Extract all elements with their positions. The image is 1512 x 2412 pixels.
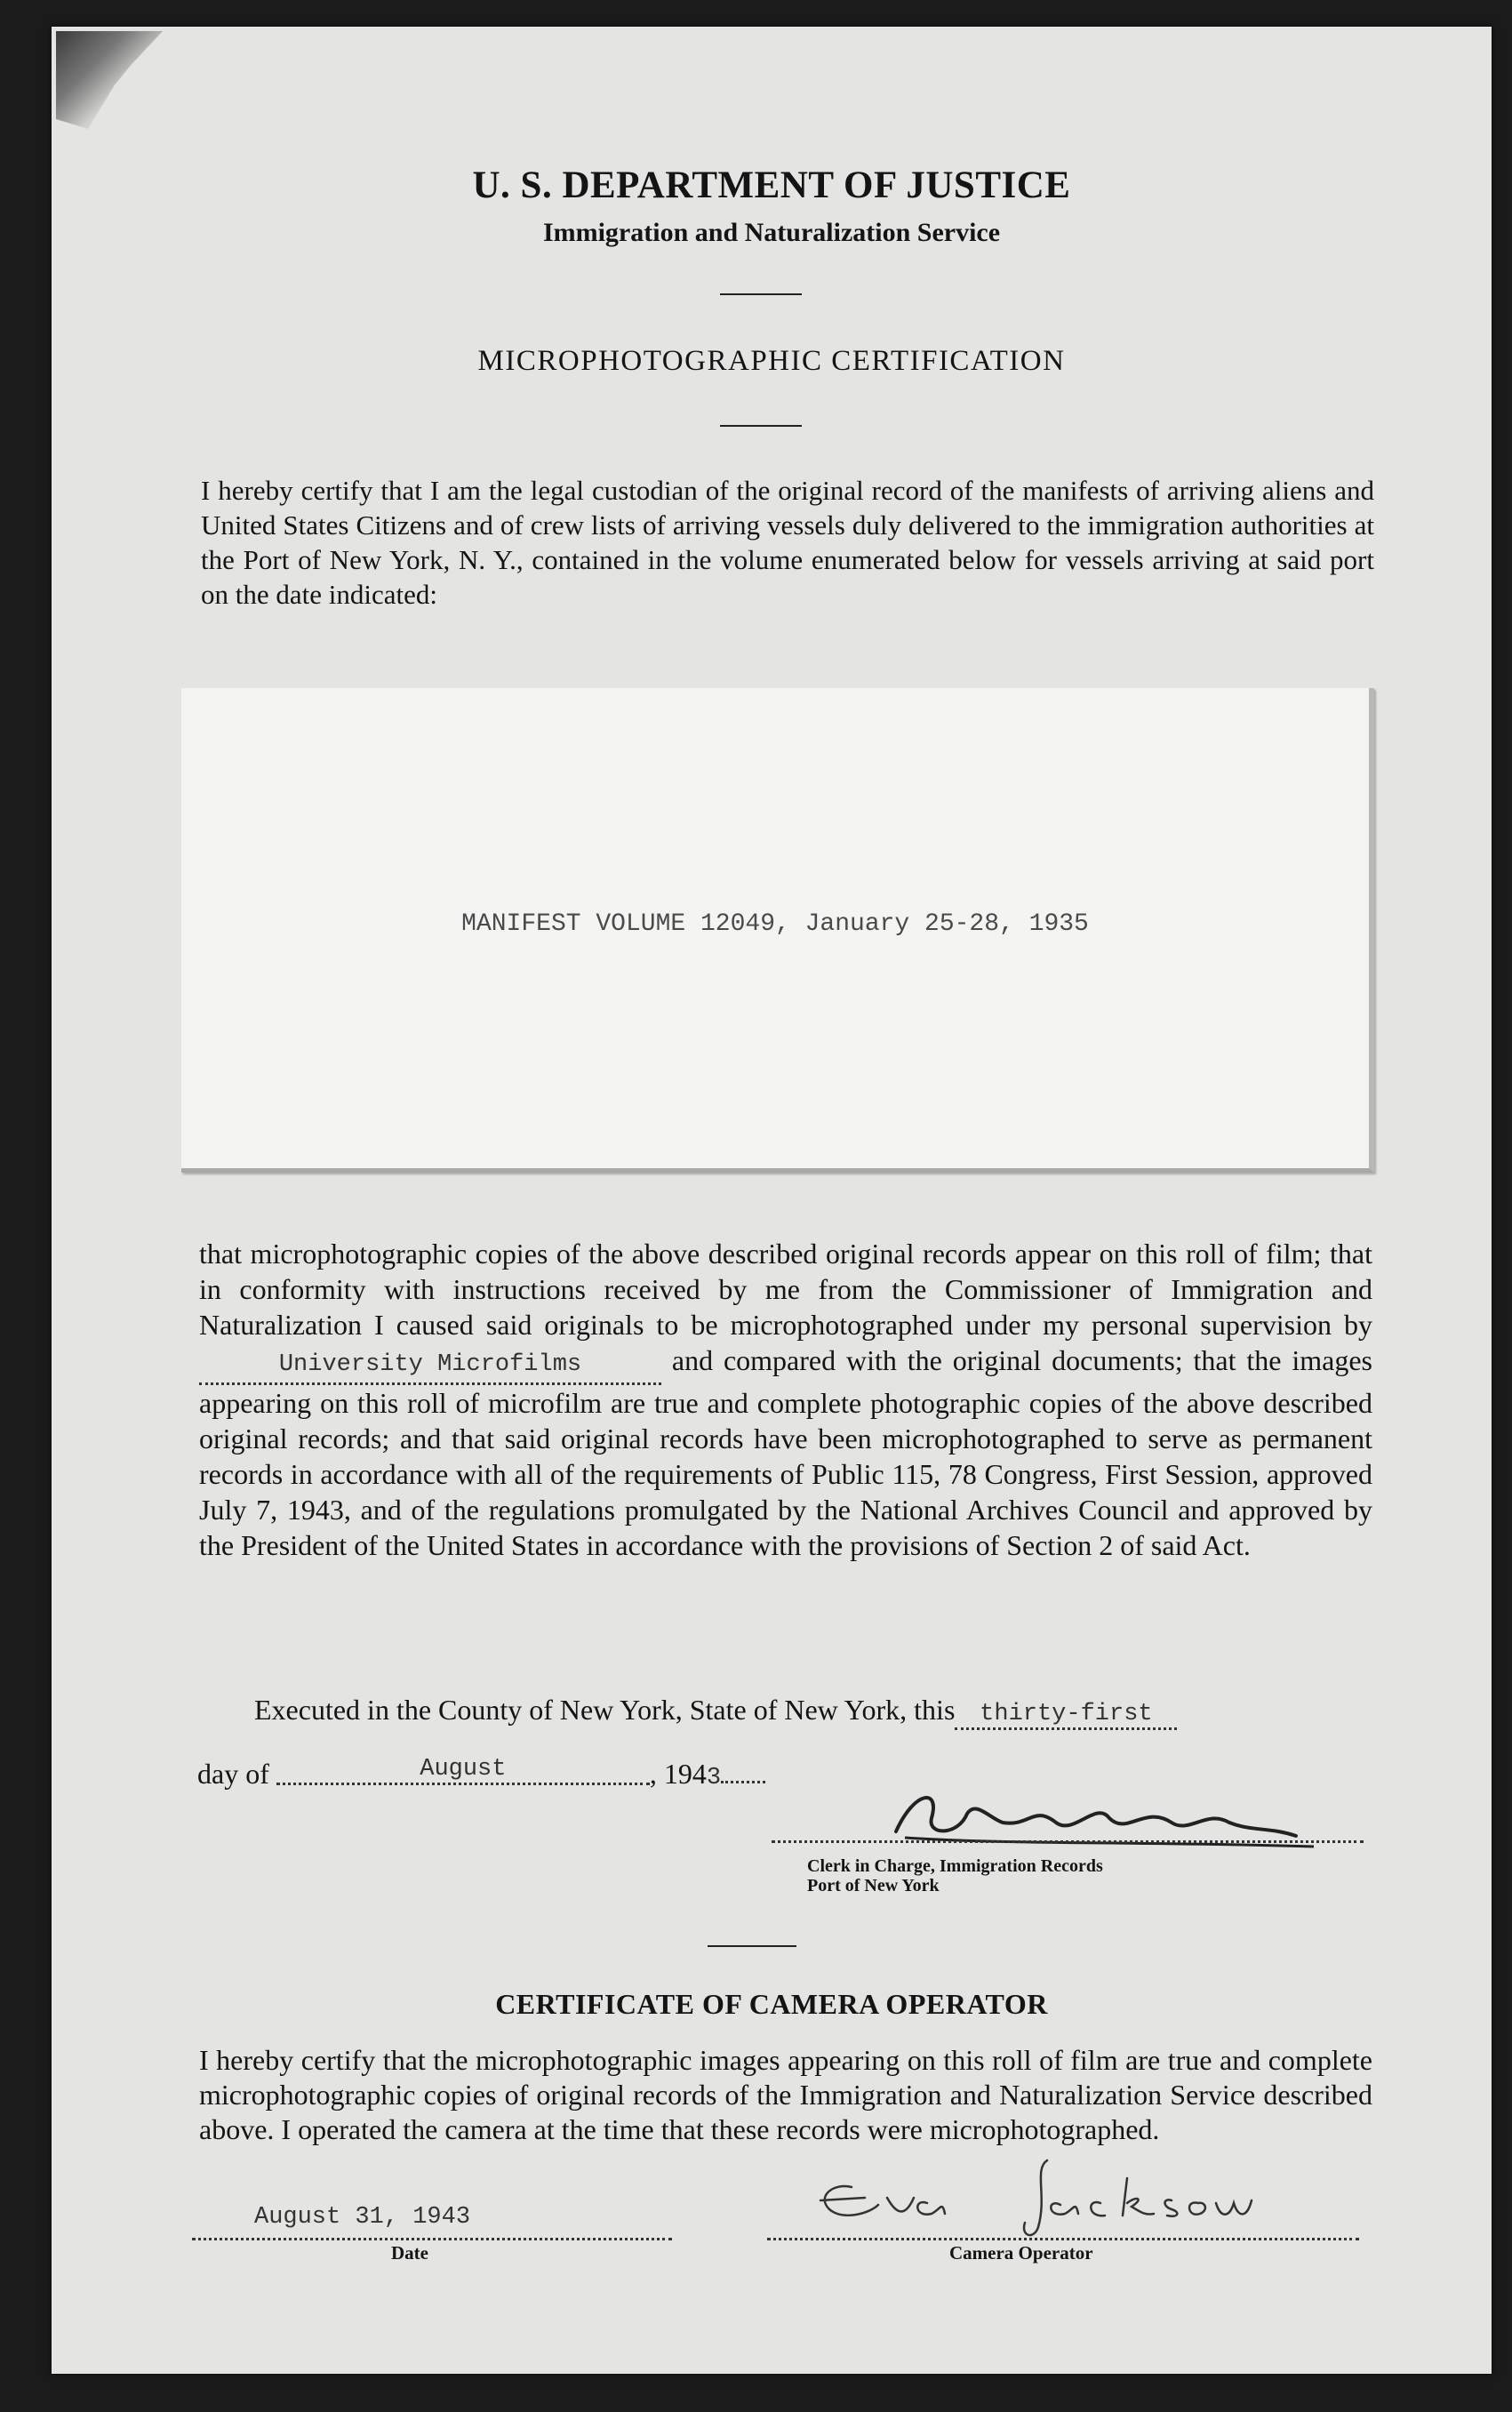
year-prefix: , 194 <box>649 1758 707 1790</box>
intro-paragraph: I hereby certify that I am the legal custodian of the original record of the manifests of arriving aliens and United States Citizens and of crew lists of arriving vessels duly delivered to the immigration authorities at the Port of New York, N. Y., contained in the volume enumerated below for vessels arriving at said port on the date indicated: <box>201 475 1374 610</box>
execution-prefix: Executed in the County of New York, State of New York, this <box>254 1694 956 1726</box>
photographer-field: University Microfilms <box>199 1347 661 1385</box>
body-text-part2: and compared with the original documents; that the images appearing on this roll of microfilm are true and complete photographic copies of the above described original records; and that said original records have been microphotographed to serve as permanent records in accordance with all of the requirements of Public 115, 78 Congress, First Session, approved July 7, 1943, and of the regulations promulgated by the National Archives Council and approved by the President of the United States in accordance with the provisions of Section 2 of said Act. <box>199 1344 1372 1561</box>
clerk-signature <box>878 1783 1323 1854</box>
month-field: August <box>276 1756 650 1785</box>
year-digit: 3 <box>706 1765 722 1791</box>
camera-operator-signature-line <box>767 2202 1359 2240</box>
execution-day-field: thirty-first <box>955 1701 1177 1730</box>
department-title: U. S. DEPARTMENT OF JUSTICE <box>472 164 1071 206</box>
manifest-volume-text: MANIFEST VOLUME 12049, January 25-28, 1935 <box>461 910 1089 938</box>
certificate-page <box>52 27 1492 2374</box>
date-label: Date <box>391 2242 428 2264</box>
clerk-title-line1: Clerk in Charge, Immigration Records <box>807 1856 1103 1876</box>
clerk-title <box>807 1856 1103 1895</box>
body-text-part1: that microphotographic copies of the above described original records appear on this roll of film; that in conformity with instructions received by me from the Commissioner of Immigration and Naturalization I caused said originals to be microphotographed under my personal supervision by <box>199 1238 1372 1341</box>
divider <box>720 293 802 295</box>
torn-corner <box>56 31 163 129</box>
clerk-signature-line <box>772 1840 1364 1843</box>
camera-operator-heading: CERTIFICATE OF CAMERA OPERATOR <box>495 1988 1048 2020</box>
camera-operator-paragraph: I hereby certify that the microphotographic images appearing on this roll of film are true and complete microphotographic copies of original records of the Immigration and Naturalization Service described above. I operated the camera at the time that these records were microphotographed. <box>199 2044 1372 2145</box>
certification-title: MICROPHOTOGRAPHIC CERTIFICATION <box>477 345 1066 377</box>
clerk-title-line2: Port of New York <box>807 1876 940 1895</box>
service-subtitle: Immigration and Naturalization Service <box>542 218 1001 247</box>
month-line <box>197 1756 765 1791</box>
year-dots <box>721 1781 765 1783</box>
record-card <box>181 688 1374 1173</box>
certification-body <box>199 1236 1372 1563</box>
divider <box>708 1945 796 1947</box>
divider <box>720 425 802 427</box>
execution-line <box>254 1694 1177 1730</box>
date-field <box>192 2202 672 2240</box>
date-value: August 31, 1943 <box>254 2204 471 2231</box>
day-of-label: day of <box>197 1758 269 1790</box>
camera-operator-label: Camera Operator <box>949 2242 1093 2264</box>
